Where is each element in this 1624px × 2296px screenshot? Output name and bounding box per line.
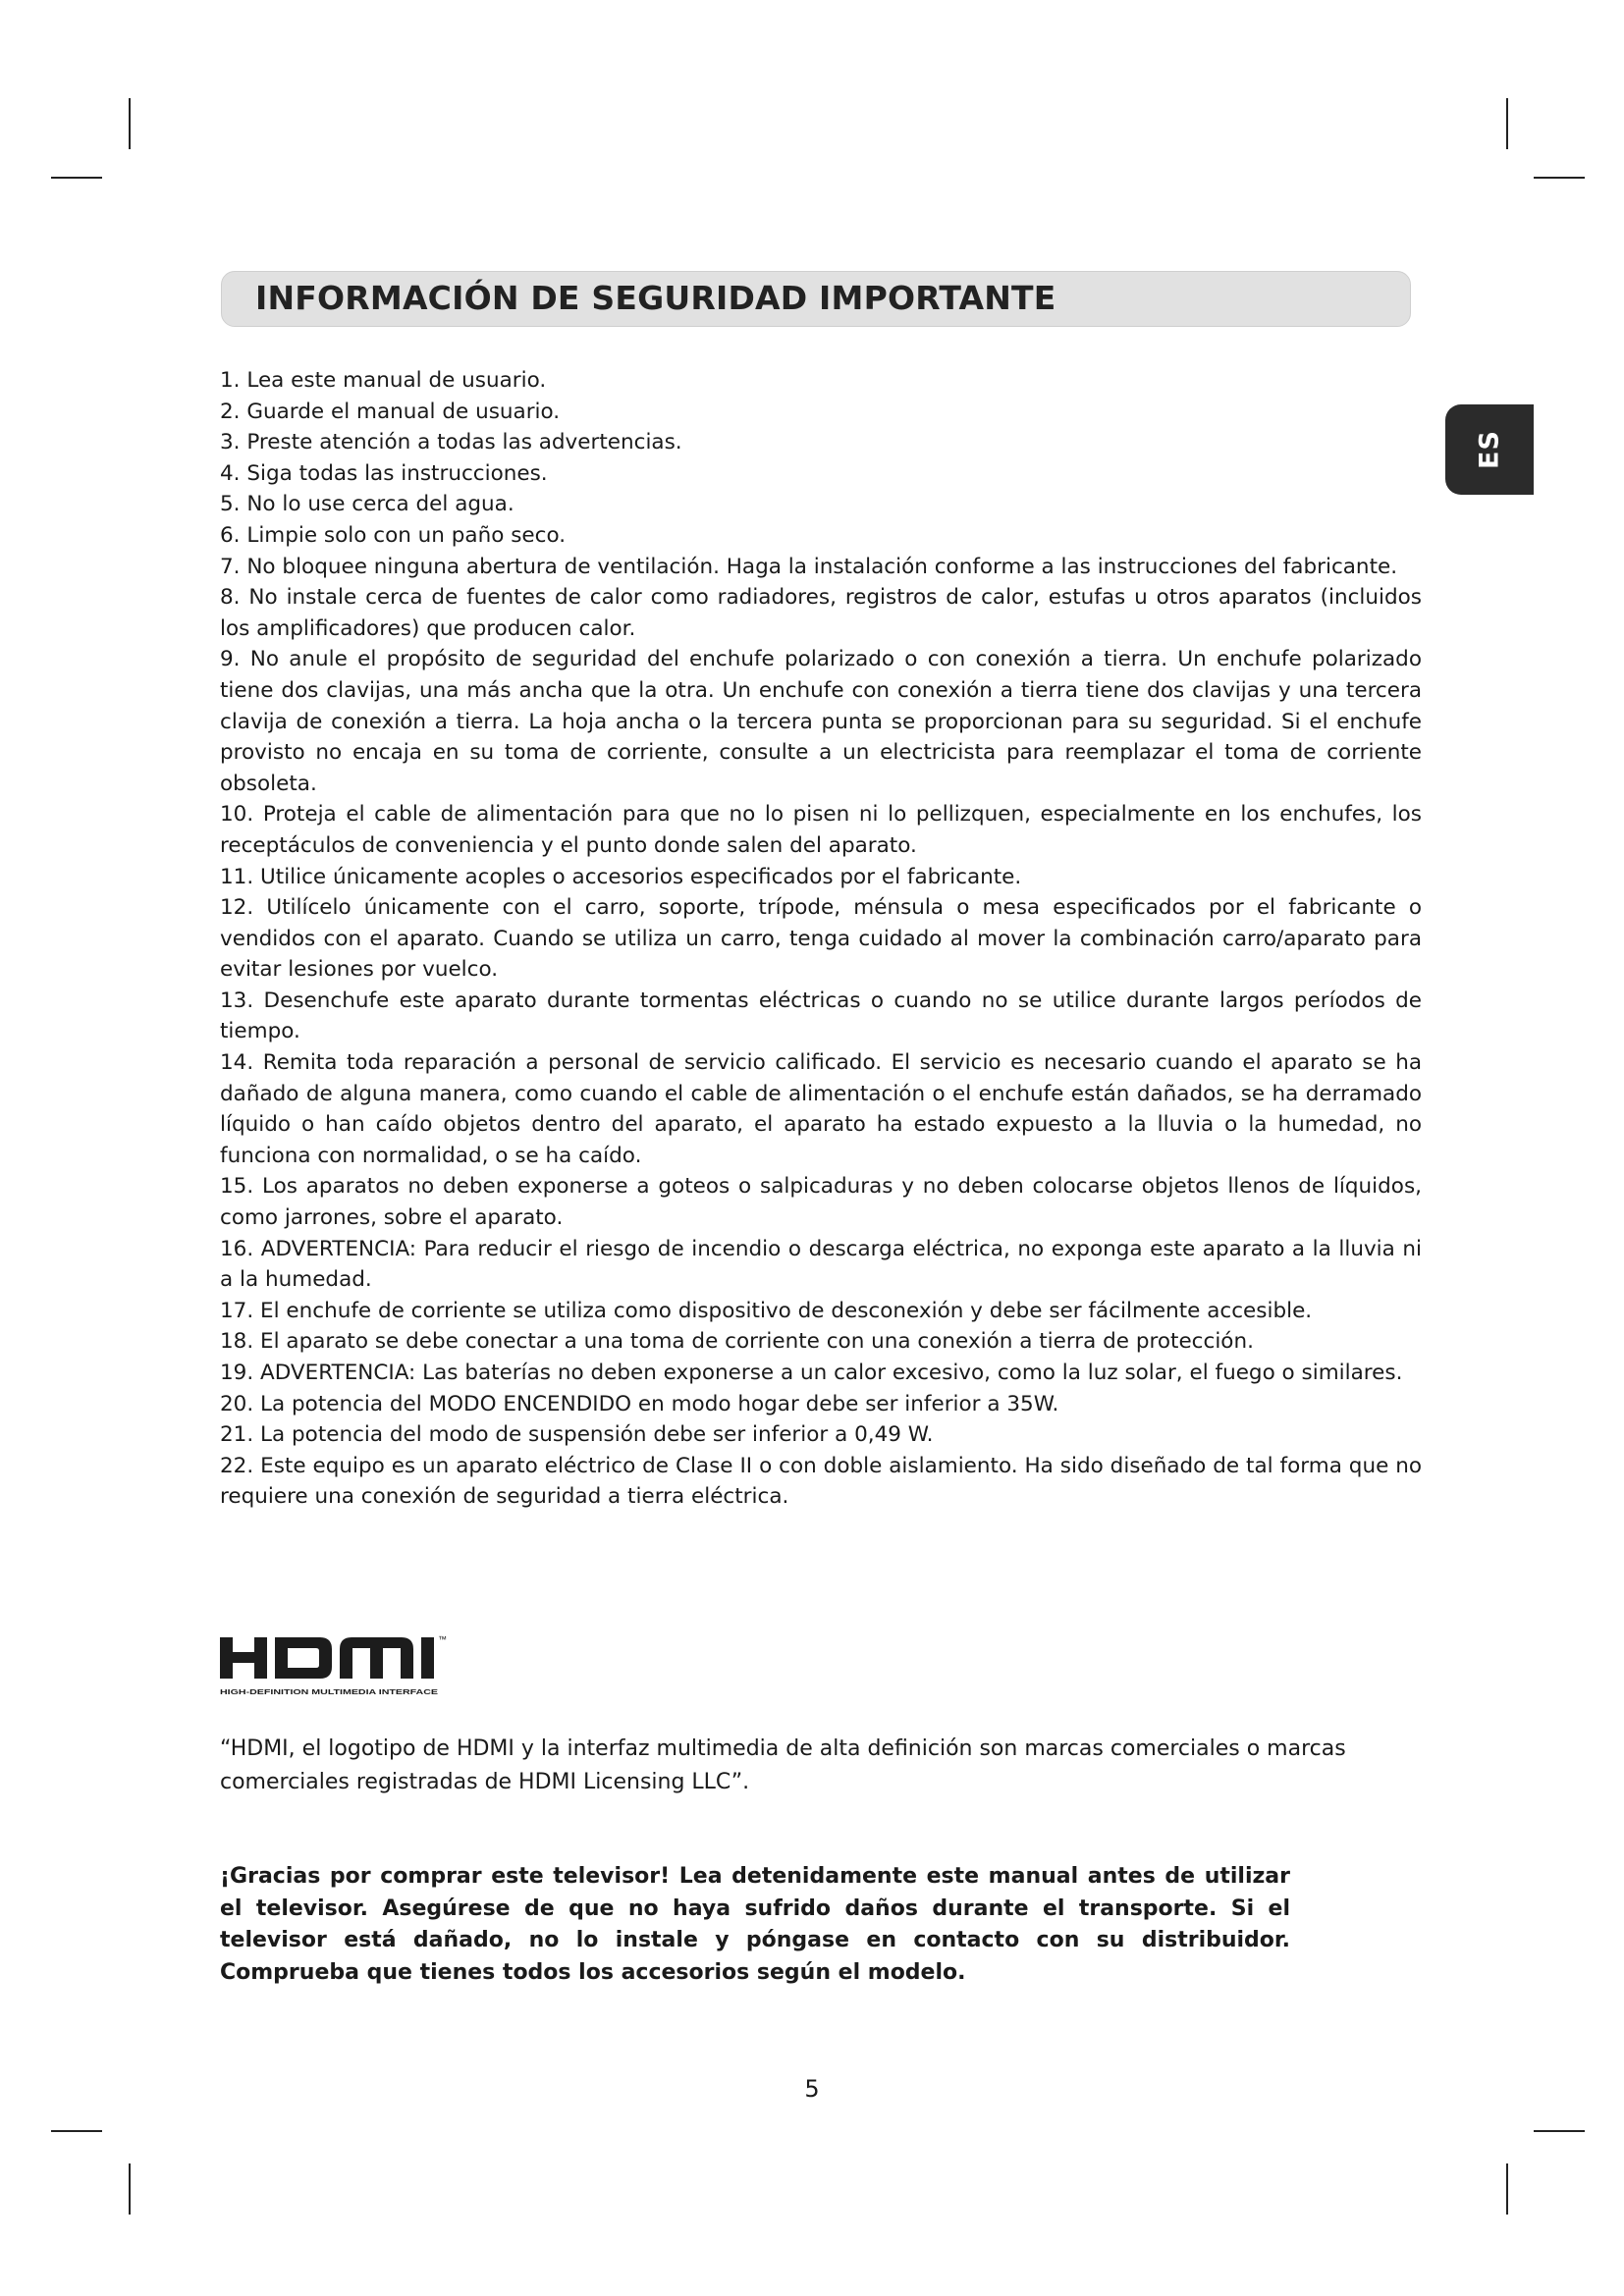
hdmi-logo [218,1629,493,1700]
instruction-item: 18. El aparato se debe conectar a una toma de corriente con una conexión a tierra de protección. [220,1329,1254,1355]
crop-mark-top-right-horizontal [1534,177,1585,179]
instruction-item: 20. La potencia del MODO ENCENDIDO en modo hogar debe ser inferior a 35W. [220,1391,1059,1416]
instruction-item: 4. Siga todas las instrucciones. [220,460,548,486]
instruction-item: 3. Preste atención a todas las advertencias. [220,430,682,455]
instruction-item: 11. Utilice únicamente acoples o accesorios especificados por el fabricante. [220,864,1022,889]
hdmi-trademark-symbol: ™ [438,1634,447,1644]
language-tab-label: ES [1474,430,1505,469]
crop-mark-top-left-horizontal [51,177,102,179]
instruction-item: 5. No lo use cerca del agua. [220,492,514,517]
crop-mark-top-right-vertical [1506,98,1508,149]
instruction-item: 2. Guarde el manual de usuario. [220,399,561,424]
hdmi-trademark-notice: “HDMI, el logotipo de HDMI y la interfaz multimedia de alta definición son marcas comerciales o marcas comerciales registradas de HDMI Licensing LLC”. [220,1736,1346,1794]
page-number: 5 [804,2075,820,2103]
instruction-item: 13. Desenchufe este aparato durante tormentas eléctricas o cuando no se utilice durante largos períodos de tiempo. [220,988,1422,1044]
instruction-item: 19. ADVERTENCIA: Las baterías no deben exponerse a un calor excesivo, como la luz solar, el fuego o similares. [220,1361,1403,1385]
instruction-item: 17. El enchufe de corriente se utiliza como dispositivo de desconexión y debe ser fácilmente accesible. [220,1298,1313,1323]
instruction-item: 10. Proteja el cable de alimentación para que no lo pisen ni lo pellizquen, especialmente en los enchufes, los receptáculos de conveniencia y el punto donde salen del aparato. [220,802,1422,858]
section-header [221,271,1411,327]
page-title: INFORMACIÓN DE SEGURIDAD IMPORTANTE [255,279,1056,317]
crop-mark-bottom-left-vertical [129,2163,131,2215]
hdmi-tagline: HIGH-DEFINITION MULTIMEDIA INTERFACE [220,1687,439,1696]
instruction-item: 22. Este equipo es un aparato eléctrico de Clase II o con doble aislamiento. Ha sido diseñado de tal forma que no requiere una conexión de seguridad a tierra eléctrica. [220,1453,1422,1510]
instruction-item: 1. Lea este manual de usuario. [220,368,547,393]
language-tab [1445,404,1534,495]
instruction-item: 16. ADVERTENCIA: Para reducir el riesgo de incendio o descarga eléctrica, no exponga este aparato a la lluvia ni a la humedad. [220,1236,1422,1293]
crop-mark-bottom-left-horizontal [51,2130,102,2132]
instruction-item: 12. Utilícelo únicamente con el carro, soporte, trípode, ménsula o mesa especificados por el fabricante o vendidos con el aparato. Cuando se utiliza un carro, tenga cuidado al mover la combinación carro/aparato para evitar lesiones por vuelco. [220,895,1422,983]
instruction-item: 21. La potencia del modo de suspensión debe ser inferior a 0,49 W. [220,1422,934,1448]
instruction-item: 6. Limpie solo con un paño seco. [220,522,567,548]
safety-instructions-list [220,365,1422,1513]
thanks-notice: ¡Gracias por comprar este televisor! Lea detenidamente este manual antes de utilizar el televisor. Asegúrese de que no haya sufrido daños durante el transporte. Si el televisor está dañado, no lo instale y póngase en contacto con su distribuidor. Comprueba que tienes todos los accesorios según el modelo. [220,1864,1290,1985]
instruction-item: 7. No bloquee ninguna abertura de ventilación. Haga la instalación conforme a las instrucciones del fabricante. [220,554,1398,579]
crop-mark-top-left-vertical [129,98,131,149]
instruction-item: 9. No anule el propósito de seguridad del enchufe polarizado o con conexión a tierra. Un enchufe polarizado tiene dos clavijas, una más ancha que la otra. Un enchufe con conexión a tierra tiene dos clavijas y una tercera clavija de conexión a tierra. La hoja ancha o la tercera punta se proporcionan para su seguridad. Si el enchufe provisto no encaja en su toma de corriente, consulte a un electricista para reemplazar el toma de corriente obsoleta. [220,647,1422,796]
instruction-item: 14. Remita toda reparación a personal de servicio calificado. El servicio es necesario cuando el aparato se ha dañado de alguna manera, como cuando el cable de alimentación o el enchufe están dañados, se ha derramado líquido o han caído objetos dentro del aparato, el aparato ha estado expuesto a la lluvia o la humedad, no funciona con normalidad, o se ha caído. [220,1050,1422,1168]
instruction-item: 15. Los aparatos no deben exponerse a goteos o salpicaduras y no deben colocarse objetos llenos de líquidos, como jarrones, sobre el aparato. [220,1174,1422,1231]
instruction-item: 8. No instale cerca de fuentes de calor como radiadores, registros de calor, estufas u otros aparatos (incluidos los amplificadores) que producen calor. [220,585,1422,641]
crop-mark-bottom-right-horizontal [1534,2130,1585,2132]
crop-mark-bottom-right-vertical [1506,2163,1508,2215]
